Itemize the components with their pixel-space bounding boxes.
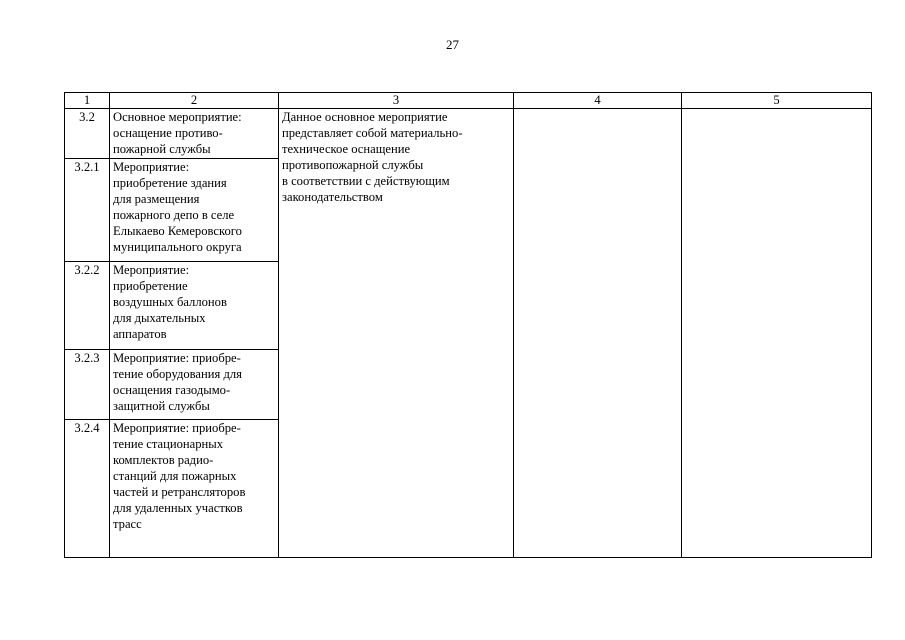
table-row [65,109,872,159]
text-line: Мероприятие: [113,160,190,174]
text-line: Елыкаево Кемеровского [113,224,242,238]
text-line: Данное основное мероприятие [282,110,448,124]
text-line: приобретение [113,279,188,293]
text-line: для дыхательных [113,311,206,325]
measure-title [110,262,279,350]
row-number: 3.2.4 [65,420,110,558]
page-number: 27 [446,37,459,52]
text-line: техническое оснащение [282,142,411,156]
measure-title [110,350,279,420]
text-line: противопожарной службы [282,158,424,172]
text-line: для удаленных участков [113,501,243,515]
text-line: представляет собой материально- [282,126,463,140]
text-line: приобретение здания [113,176,227,190]
text-line: пожарного депо в селе [113,208,235,222]
text-line: трасс [113,517,142,531]
text-line: станций для пожарных [113,469,237,483]
text-line: частей и ретрансляторов [113,485,246,499]
text-line: тение стационарных [113,437,224,451]
measure-title [110,159,279,262]
text-line: защитной службы [113,399,210,413]
text-line: законодательством [282,190,383,204]
measure-title [110,109,279,159]
text-line: воздушных баллонов [113,295,227,309]
measures-table [64,92,872,558]
header-col-3: 3 [279,93,514,109]
header-col-2: 2 [110,93,279,109]
empty-cell-col-4 [514,109,682,558]
row-number: 3.2.2 [65,262,110,350]
text-line: комплектов радио- [113,453,214,467]
text-line: тение оборудования для [113,367,242,381]
empty-cell-col-5 [682,109,872,558]
header-col-4: 4 [514,93,682,109]
text-line: оснащение противо- [113,126,223,140]
header-col-1: 1 [65,93,110,109]
text-line: Мероприятие: [113,263,190,277]
text-line: Мероприятие: приобре- [113,421,241,435]
text-line: оснащения газодымо- [113,383,231,397]
header-col-5: 5 [682,93,872,109]
header-row [65,93,872,109]
text-line: для размещения [113,192,200,206]
measure-title [110,420,279,558]
measure-description [279,109,514,558]
row-number: 3.2.1 [65,159,110,262]
text-line: Мероприятие: приобре- [113,351,241,365]
text-line: муниципального округа [113,240,242,254]
row-number: 3.2.3 [65,350,110,420]
text-line: в соответствии с действующим [282,174,450,188]
text-line: пожарной службы [113,142,211,156]
row-number: 3.2 [65,109,110,159]
text-line: Основное мероприятие: [113,110,242,124]
text-line: аппаратов [113,327,167,341]
